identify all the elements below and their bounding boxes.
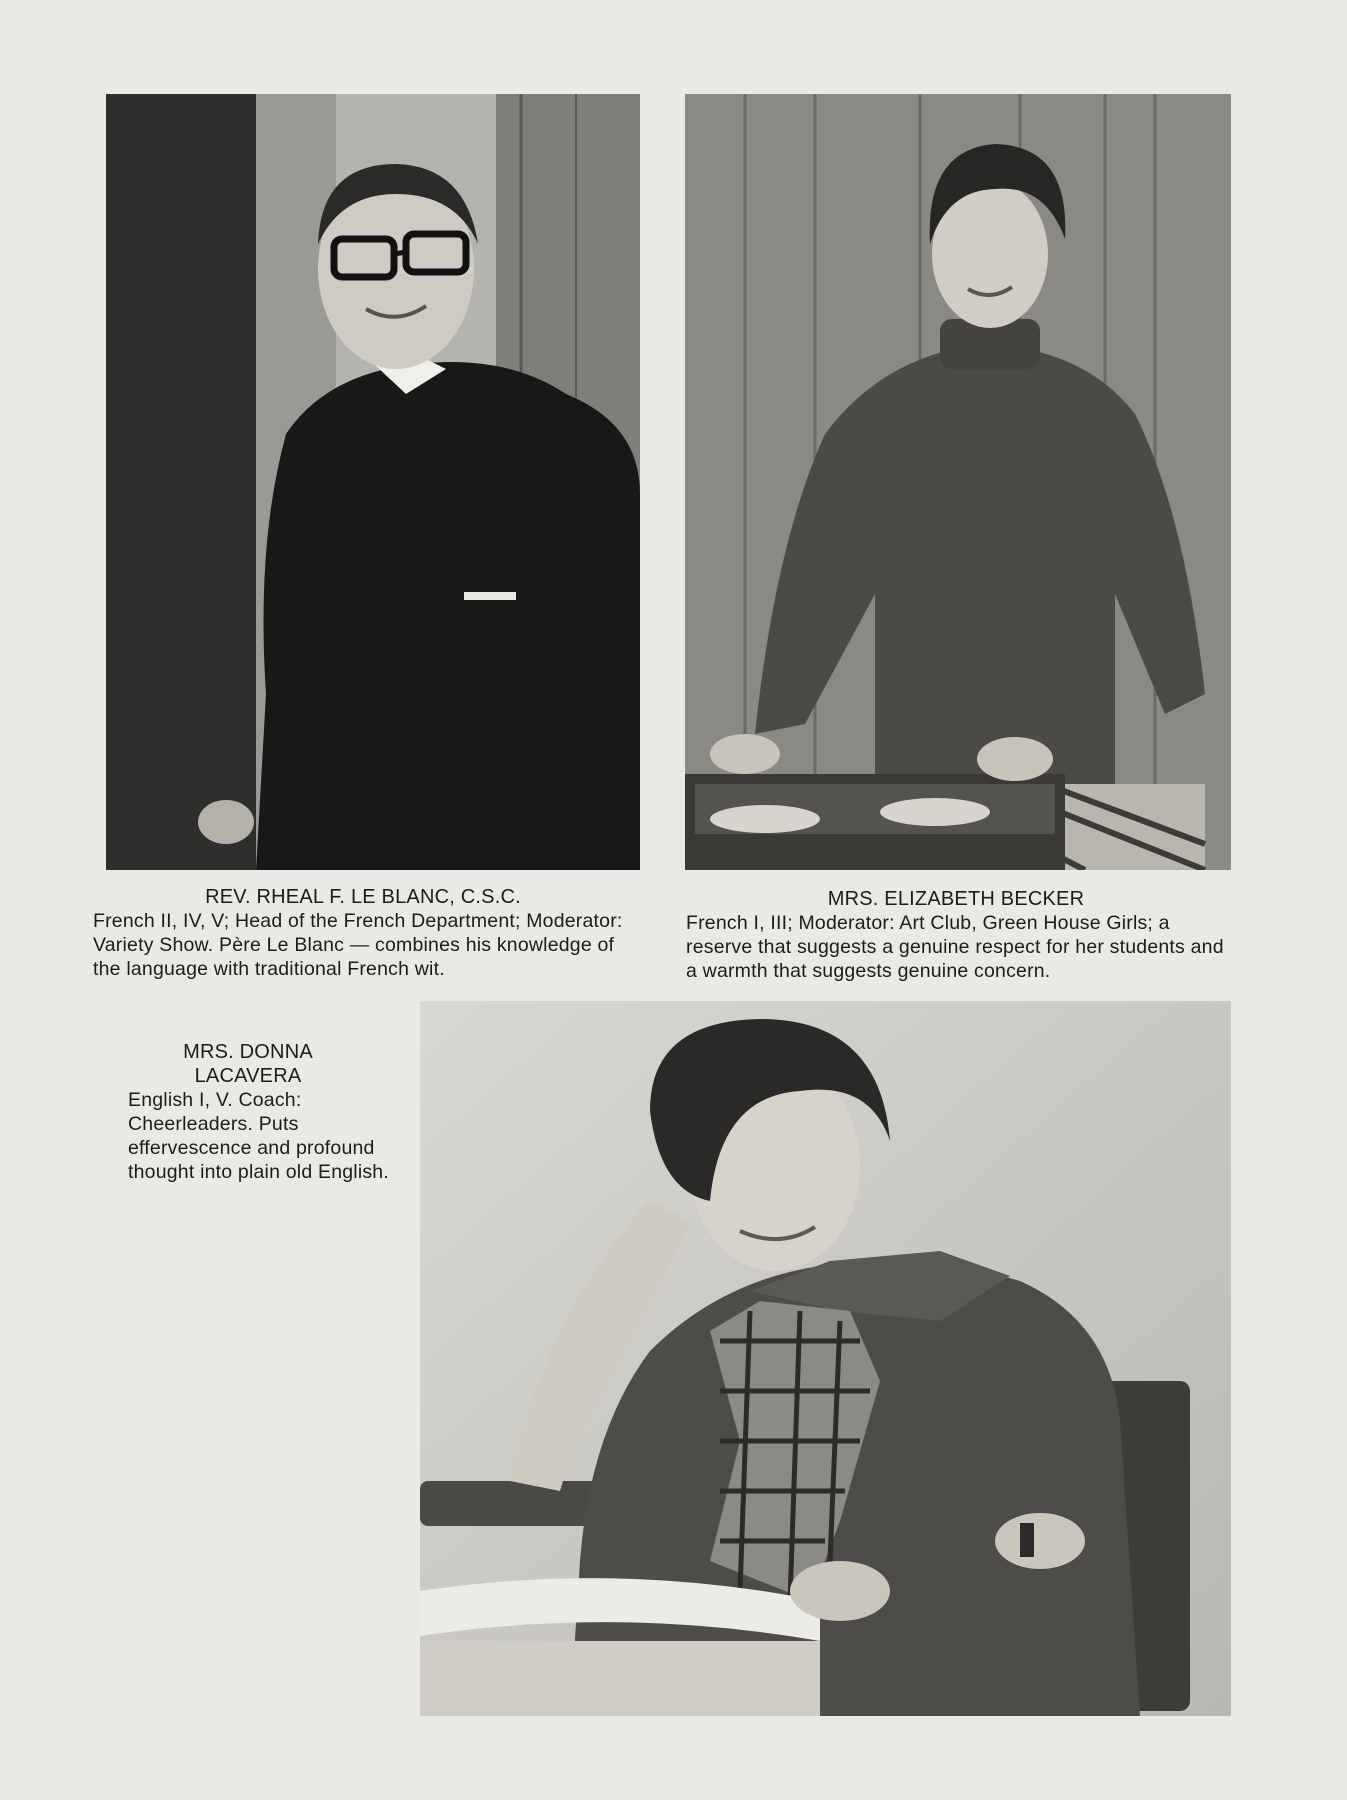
- photo-elizabeth-becker: [685, 94, 1231, 870]
- caption-rheal-le-blanc: [93, 885, 633, 981]
- caption-elizabeth-becker: [686, 887, 1226, 983]
- portrait-woman-seated-image: [420, 1001, 1231, 1716]
- portrait-woman-tape-recorder-image: [685, 94, 1231, 870]
- caption-donna-lacavera: [128, 1040, 400, 1184]
- photo-rheal-le-blanc: [106, 94, 640, 870]
- photo-donna-lacavera: [420, 1001, 1231, 1716]
- teacher-description: English I, V. Coach: Cheerleaders. Puts effervescence and profound thought into plain old English.: [128, 1089, 389, 1183]
- teacher-description: French I, III; Moderator: Art Club, Green House Girls; a reserve that suggests a genuine respect for her students and a warmth that suggests genuine concern.: [686, 912, 1224, 982]
- teacher-description: French II, IV, V; Head of the French Department; Moderator: Variety Show. Père Le Blanc — combines his knowledge of the language with traditional French wit.: [93, 910, 623, 980]
- teacher-name: MRS. ELIZABETH BECKER: [827, 888, 1085, 910]
- teacher-name: REV. RHEAL F. LE BLANC, C.S.C.: [205, 886, 521, 908]
- teacher-name: MRS. DONNA LACAVERA: [183, 1041, 313, 1087]
- portrait-priest-image: [106, 94, 640, 870]
